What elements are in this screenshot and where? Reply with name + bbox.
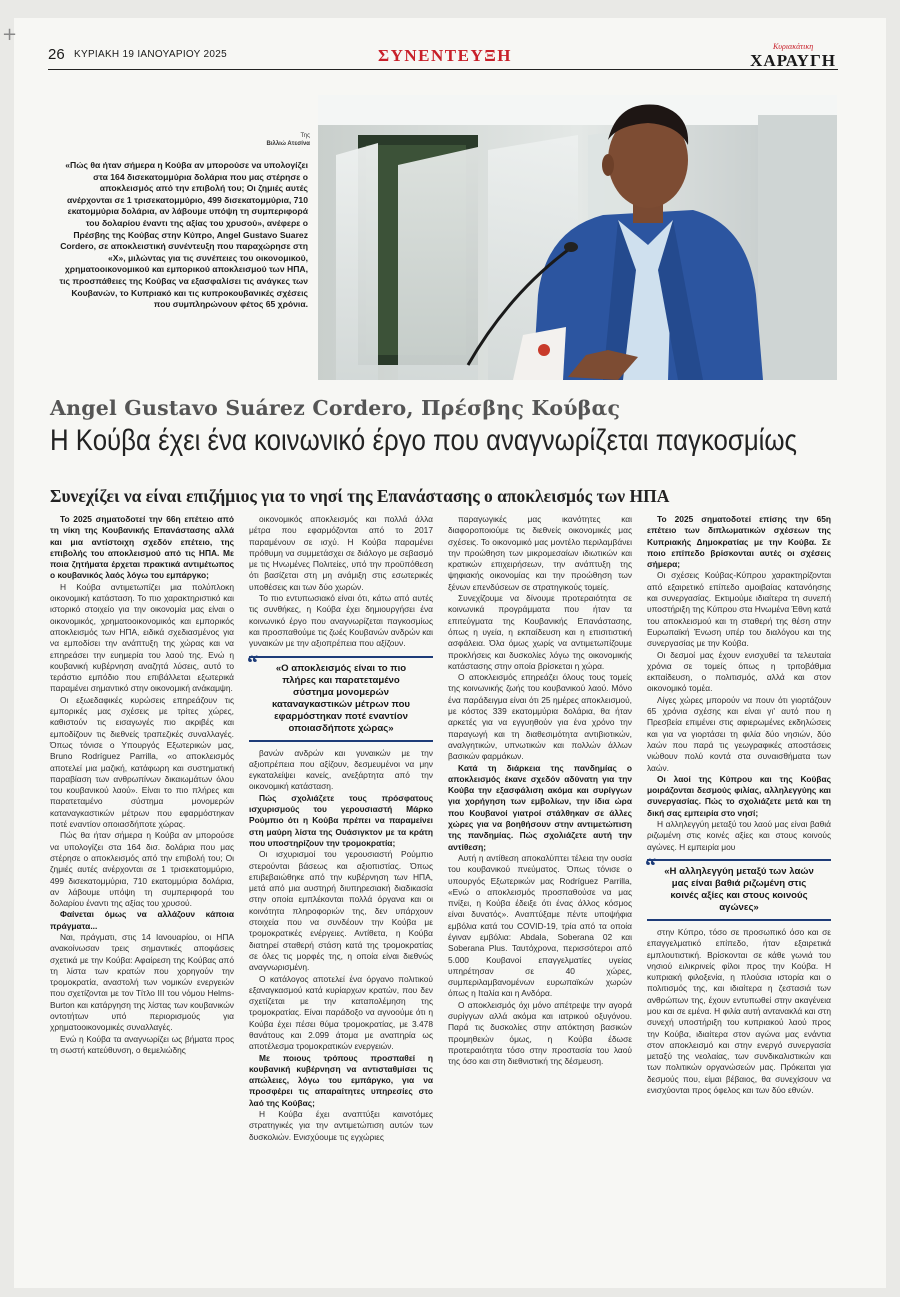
byline-prefix: Της (300, 133, 310, 139)
page-header (48, 42, 838, 70)
issue-date: ΚΥΡΙΑΚΗ 19 ΙΑΝΟΥΑΡΙΟΥ 2025 (74, 49, 227, 60)
answer-paragraph: βανών ανδρών και γυναικών με την αξιοπρέπεια που αξίζουν, δεσμευμένοι να μην εγκαταλείψει κανείς, ανεξάρτητα από την οικονομική κατάσταση. (249, 747, 433, 792)
answer-paragraph: οικονομικός αποκλεισμός και πολλά άλλα μέτρα που εφαρμόζονται από το 2017 παραμένουν σε ισχύ. Η Κούβα παραμένει πρόθυμη να συμμετάσχει σε διάλογο με σεβασμό με τις Ηνωμένες Πολιτείες, υπό την προϋπόθεση ότι βασίζεται στη μη ανάμιξη στις εσωτερικές υποθέσεις και των δύο χωρών. (249, 514, 433, 592)
answer-paragraph: Οι δεσμοί μας έχουν ενισχυθεί τα τελευταία χρόνια σε τομείς όπως η τριτοβάθμια εκπαίδευση, ο πολιτισμός, αλλά και στον οικονομικό τομέα. (647, 649, 831, 694)
masthead-logo-main: ΧΑΡΑΥΓΗ (750, 51, 836, 70)
answer-paragraph: Ενώ η Κούβα τα αναγνωρίζει ως βήματα προς τη σωστή κατεύθυνση, ο θεμελιώδης (50, 1033, 234, 1055)
pull-quote-line: μας είναι βαθιά ριζωμένη στις (671, 877, 807, 889)
answer-paragraph: Ο αποκλεισμός επηρεάζει όλους τους τομείς της κοινωνικής ζωής του κουβανικού λαού. Μόνο ένα παράδειγμα είναι ότι 25 ημέρες αποκλεισμού, με κόστος 339 εκατομμύρια δολάρια, θα ήταν αρκετές για να εγγυηθούν για ένα χρόνο την παραγωγή και τη διαθεσιμότητα αντιβιοτικών, αναλγητικών, υπνωτικών και πολλών άλλων βασικών φαρμάκων. (448, 672, 632, 762)
crop-mark-icon: + (2, 24, 18, 45)
answer-paragraph: Το πιο εντυπωσιακό είναι ότι, κάτω από αυτές τις συνθήκες, η Κούβα έχει δημιουργήσει ένα κοινωνικό έργο που αναγνωρίζεται παγκοσμίως και προσπαθούμε τις ζωές Κουβανών ανδρών και γυναικών με την αξιοπρέπεια που αξίζουν. (249, 593, 433, 649)
pull-quote (645, 852, 831, 921)
pull-quote-line: σύστημα μονομερών (292, 686, 389, 698)
masthead-logo (750, 42, 836, 71)
answer-paragraph: Πώς θα ήταν σήμερα η Κούβα αν μπορούσε να υπολογίζει στα 164 δισ. δολάρια που μας στέρησε ο αποκλεισμός από την επιβολή του; Οι ζημιές αυτές ανέρχονται σε 1 τρισεκατομμύριο, 499 δισεκατομμύρια, 710 εκατομμύρια δολάρια, αν λάβουμε υπόψη τη συμπεριφορά του δολαρίου έναντι της αξίας του χρυσού. (50, 830, 234, 909)
quote-mark-icon: “ (645, 852, 656, 878)
article-column-4 (647, 514, 831, 1250)
question-paragraph: Το 2025 σηματοδοτεί επίσης την 65η επέτειο των διπλωματικών σχέσεων της Κυπριακής Δημοκρατίας με την Κούβα. Σε ποιο επίπεδο βρίσκονται αυτές οι σχέσεις σήμερα; (647, 514, 831, 570)
lead-paragraph: «Πώς θα ήταν σήμερα η Κούβα αν μπορούσε να υπολογίζει στα 164 δισεκατομμύρια δολάρια που μας στέρησε ο αποκλεισμός από την επιβολή του; Οι ζημιές αυτές ανέρχονται σε 1 τρισεκατομμύριο, 499 δισεκατομμύρια, 710 εκατομμύρια δολάρια, αν λάβουμε υπόψη τη συμπεριφορά του δολαρίου έναντι της αξίας του χρυσού», ανέφερε ο Πρέσβης της Κούβας στην Κύπρο, Angel Gustavo Suarez Cordero, σε αποκλειστική συνέντευξη που παραχώρησε στη «Χ», μιλώντας για τις συνέπειες του οικονομικού, χρηματοοικονομικού και εμπορικού αποκλεισμού των ΗΠΑ, τις προσπάθειες της Κούβας να εξασφαλίσει τις ανάγκες των Κουβανών, το Κυπριακό και τις κυπροκουβανικές σχέσεις που συμπληρώνουν φέτος 65 χρόνια. (59, 160, 308, 310)
masthead-logo-small: Κυριακάτικη (772, 42, 814, 51)
question-paragraph: Το 2025 σηματοδοτεί την 66η επέτειο από τη νίκη της Κουβανικής Επανάστασης αλλά και μια αντίστοιχη σχεδόν επέτειο, της επιβολής του αποκλεισμού από τις ΗΠΑ. Με ποια ζητήματα έρχεται πρακτικά αντιμέτωπος ο κουβανικός λαός λόγω του εμπάργκο; (50, 514, 234, 581)
section-title: ΣΥΝΕΝΤΕΥΞΗ (378, 46, 512, 65)
byline (200, 132, 310, 148)
pull-quote-line: «Ο αποκλεισμός είναι το πιο (275, 662, 407, 674)
answer-paragraph: στην Κύπρο, τόσο σε προσωπικό όσο και σε επαγγελματικό επίπεδο, ήταν εξαιρετικά εμπλουτιστική. Βρίσκονται σε κάθε γωνιά του νησιού ειλικρινείς φίλοι προς την Κούβα. Η κυπριακή φιλοξενία, η πλούσια ιστορία και ο πολιτισμός της, και ιδιαίτερα η ζεστασιά των ανθρώπων της, έχουν εντυπωθεί στην ακαγένεια μου και σε εμένα. Η φιλία αυτή αντανακλά και στη συνεχή υποστήριξη του κυπριακού λαού προς την Κούβα, ιδιαίτερα στον αγώνα μας ενάντια στον αποκλεισμό και στην ενεργό συνεργασία μεταξύ της νεολαίας, των συνδικαλιστικών και των πολιτικών οργανώσεών μας. Πρόκειται για δεσμούς που, είμαι βέβαιος, θα συνεχίσουν να ενισχύονται προς όφελος και των δύο εθνών. (647, 926, 831, 1096)
ambassador-photo (318, 95, 837, 380)
pull-quote-line: «Η αλληλεγγύη μεταξύ των λαών (664, 865, 814, 877)
pull-quote-line: κοινές αξίες και στους κοινούς (670, 889, 808, 901)
answer-paragraph: Οι σχέσεις Κούβας-Κύπρου χαρακτηρίζονται από εξαιρετικό επίπεδο αμοιβαίας κατανόησης και συνεργασίας. Εκτιμούμε ιδιαίτερα τη συνεπή υποστήριξη της Κύπρου στα Ηνωμένα Έθνη κατά του αποκλεισμού και τη σταθερή της θέση στην Ευρωπαϊκή Ένωση υπέρ του διαλόγου και της συνεργασίας με την Κούβα. (647, 570, 831, 649)
answer-paragraph: Ναι, πράγματι, στις 14 Ιανουαρίου, οι ΗΠΑ ανακοίνωσαν τρεις σημαντικές αποφάσεις σχετικά με την Κούβα: Αφαίρεση της Κούβας από τη λίστα των κρατών που χορηγούν την τρομοκρατία, αναστολή των νομικών ενεργειών που σχετίζονται με τον Τίτλο III του νόμου Helms-Burton και κατάργηση της λίστας των κουβανικών οντοτήτων υπό περιορισμούς για χρηματοοικονομικές συναλλαγές. (50, 931, 234, 1033)
answer-paragraph: Οι εξωεδαφικές κυρώσεις επηρεάζουν τις εμπορικές μας σχέσεις με τρίτες χώρες, καθιστούν τις εισαγωγές πιο ακριβές και εμποδίζουν τις διεθνείς τραπεζικές συναλλαγές. Όπως τόνισε ο Υπουργός Εξωτερικών μας, Bruno Rodríguez Parrilla, «ο αποκλεισμός αποτελεί μια μαζική, κατάφωρη και συστηματική παραβίαση των ανθρωπίνων δικαιωμάτων όλου του κουβανικού λαού». Είναι το πιο πλήρες και παρατεταμένο σύστημα μονομερών καταναγκαστικών μέτρων που εφαρμόστηκαν ποτέ εναντίον οποιασδήποτε χώρας. (50, 694, 234, 830)
pull-quote (247, 649, 433, 742)
question-paragraph: Με ποιους τρόπους προσπαθεί η κουβανική κυβέρνηση να αντισταθμίσει τις απώλειες, λόγω του εμπάργκο, για να προσφέρει τις απαραίτητες υπηρεσίες στο λαό της Κούβας; (249, 1052, 433, 1108)
article-column-1 (50, 514, 234, 1250)
question-paragraph: Οι λαοί της Κύπρου και της Κούβας μοιράζονται δεσμούς φιλίας, αλληλεγγύης και συνεργασίας. Πώς το σχολιάζετε μετά και τη δική σας εμπειρία στο νησί; (647, 773, 831, 818)
answer-paragraph: Αυτή η αντίθεση αποκαλύπτει τέλεια την ουσία του κουβανικού πνεύματος. Όπως τόνισε ο υπουργός Εξωτερικών μας Rodríguez Parrilla, «Ενώ ο αποκλεισμός προσπαθούσε να μας πνίξει, η Κούβα έδειξε ότι ένας άλλος κόσμος είναι δυνατός». Αναπτύξαμε πέντε υποψήφια εμβόλια κατά του COVID-19, τρία από τα οποία έγιναν εμβόλια: Abdala, Soberana 02 και Soberana Plus. Ταυτόχρονα, περισσότεροι από 5.000 Κουβανοί επαγγελματίες υγείας υπηρέτησαν σε 40 χώρες, συμπεριλαμβανομένων ευρωπαϊκών χωρών όπως η Ιταλία και η Ανδόρα. (448, 852, 632, 999)
answer-paragraph: Οι ισχυρισμοί του γερουσιαστή Ρούμπιο στερούνται βάσεως και αξιοπιστίας. Όπως επιβεβαιώθηκε από την κυβέρνηση των ΗΠΑ, μετά από μια αυστηρή διυπηρεσιακή διαδικασία στην οποία εμπλέκονται πολλά όργανα και οι κοινότητα πληροφοριών της, δεν υπάρχουν στοιχεία που να συνδέουν την Κούβα με τρομοκρατικές ενέργειες. Αντίθετα, η Κούβα διατηρεί σταθερή στάση κατά της τρομοκρατίας σε όλες τις μορφές της, η οποία είναι διεθνώς αναγνωρισμένη. (249, 849, 433, 973)
pull-quote-line: πλήρες και παρατεταμένο (282, 674, 400, 686)
pull-quote-line: εφαρμόστηκαν ποτέ εναντίον (274, 710, 408, 722)
article-headline: Η Κούβα έχει ένα κοινωνικό έργο που αναγνωρίζεται παγκοσμίως (50, 424, 797, 457)
answer-paragraph: Η Κούβα αντιμετωπίζει μια πολύπλοκη οικονομική κατάσταση. Το πιο χαρακτηριστικό και ιστορικό στοιχείο για την οικονομία μας είναι ο οικονομικός, χρηματοοικονομικός και εμπορικός αποκλεισμός των ΗΠΑ, ειδικά σχεδιασμένος για να εμποδίσει την ανάπτυξη της χώρας και να επηρεάσει την ευημερία του λαού της. Ενώ η κουβανική κυβέρνηση αναζητά λύσεις, αυτό το τεράστιο εμπόδιο που επιβάλλεται εξωτερικά παραμένει σημαντικό στην οικονομική ανάκαμψη. (50, 581, 234, 694)
byline-author: Βιλλιώ Ατεσίνα (266, 141, 310, 147)
answer-paragraph: Συνεχίζουμε να δίνουμε προτεραιότητα σε κοινωνικά προγράμματα που ήταν τα επιτεύγματα της Κουβανικής Επανάστασης, όπως η υγεία, η εκπαίδευση και η επισιτιστική ασφάλεια. Όλα όμως χωρίς να αντιμετωπίζουμε προκλήσεις και δυσκολίες λόγω της οικονομικής κατάστασης στην οποία βρίσκεται η χώρα. (448, 593, 632, 671)
pull-quote-line: αγώνες» (719, 901, 759, 913)
answer-paragraph: Λίγες χώρες μπορούν να πουν ότι γιορτάζουν 65 χρόνια σχέσης και είναι γι' αυτό που η Πρεσβεία επιμένει στις αφιερωμένες εκδηλώσεις και για να γιορτάσει τη φιλία δύο νησιών, δύο λαών που παρά τις γεωγραφικές αποστάσεις νιώθουν πολύ κοντά στα συναισθήματα των λαών. (647, 694, 831, 773)
interviewee-kicker: Angel Gustavo Suárez Cordero, Πρέσβης Κούβας (50, 396, 621, 420)
question-paragraph: Κατά τη διάρκεια της πανδημίας ο αποκλεισμός έκανε σχεδόν αδύνατη για την Κούβα την εξασφάλιση ακόμα και συρίγγων για χορήγηση των εμβολίων, την ίδια ώρα που Κουβανοί γιατροί στάλθηκαν σε άλλες χώρες για να βοηθήσουν στην αντιμετώπιση της πανδημίας. Πώς σχολιάζετε αυτή την αντίθεση; (448, 762, 632, 852)
answer-paragraph: Ο αποκλεισμός όχι μόνο απέτρεψε την αγορά συρίγγων αλλά ακόμα και ιατρικού οξυγόνου. Παρά τις δυσκολίες στην απόκτηση βασικών προμηθειών όμως, η Κούβα έδωσε προτεραιότητα τόσο στην προστασία του λαού της όσο και στη διεθνιστική της δέσμευση. (448, 999, 632, 1067)
pull-quote-line: καταναγκαστικών μέτρων που (271, 698, 411, 710)
pull-quote-line: οποιασδήποτε χώρας» (288, 722, 394, 734)
answer-paragraph: παραγωγικές μας ικανότητες και διαφοροποιούμε τις διεθνείς οικονομικές μας σχέσεις. Το οικονομικό μας μοντέλο περιλαμβάνει την προώθηση των μικρομεσαίων ιδιωτικών και κρατικών επιχειρήσεων, την ανάπτυξη της ψηφιακής οικονομίας και την προώθηση των ξένων επενδύσεων σε στρατηγικούς τομείς. (448, 514, 632, 592)
article-column-3 (448, 514, 632, 1250)
photo-illustration (318, 95, 837, 380)
article-subheadline: Συνεχίζει να είναι επιζήμιος για το νησί της Επανάστασης ο αποκλεισμός των ΗΠΑ (50, 486, 670, 506)
answer-paragraph: Η αλληλεγγύη μεταξύ του λαού μας είναι βαθιά ριζωμένη στις κοινές αξίες και στους κοινούς αγώνες. Η εμπειρία μου (647, 819, 831, 852)
quote-mark-icon: “ (247, 649, 258, 675)
question-paragraph: Φαίνεται όμως να αλλάζουν κάποια πράγματα... (50, 909, 234, 931)
question-paragraph: Πώς σχολιάζετε τους πρόσφατους ισχυρισμούς του γερουσιαστή Μάρκο Ρούμπιο ότι η Κούβα πρέπει να παραμείνει στη μαύρη λίστα της Ουάσιγκτον με τα κράτη που υποστηρίζουν την τρομοκρατία; (249, 792, 433, 848)
answer-paragraph: Η Κούβα έχει αναπτύξει καινοτόμες στρατηγικές για την αντιμετώπιση αυτών των δυσκολιών. Ενισχύουμε τις εγχώριες (249, 1109, 433, 1142)
answer-paragraph: Ο κατάλογος αποτελεί ένα όργανο πολιτικού εξαναγκασμού κατά κυρίαρχων κρατών, που δεν σχετίζεται με την καταπολέμηση της τρομοκρατίας. Είναι παράδοξο να αγνοούμε ότι η Κούβα έχει πέσει θύμα τρομοκρατίας, με 3.478 θανάτους και 2.099 άτομα με αναπηρία ως αποτέλεσμα τρομοκρατικών ενεργειών. (249, 973, 433, 1052)
article-column-2 (249, 514, 433, 1250)
page-number: 26 (48, 46, 65, 63)
